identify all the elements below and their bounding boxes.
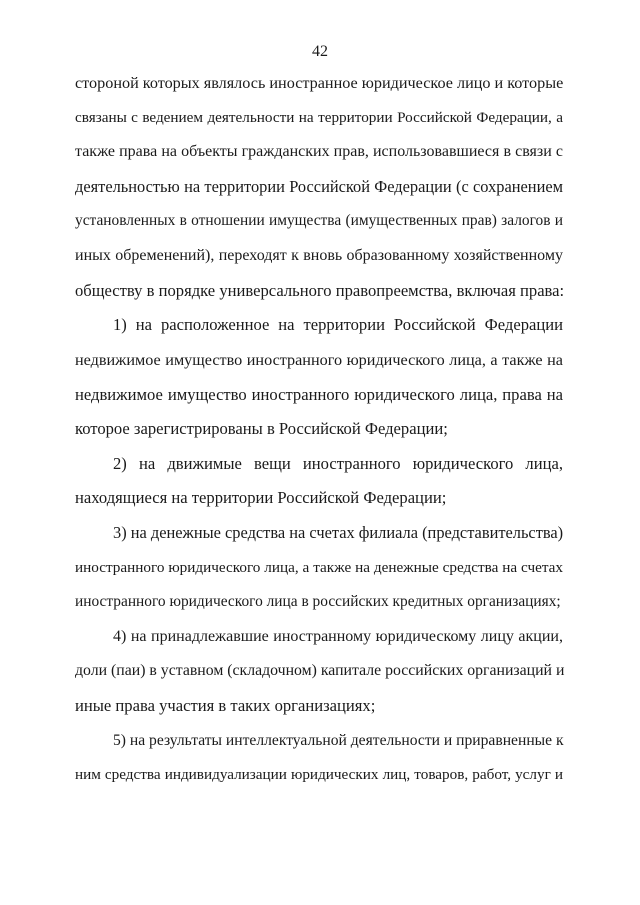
page-number: 42 bbox=[312, 43, 328, 60]
text-line: иные права участия в таких организациях; bbox=[75, 696, 376, 715]
text-line: иностранного юридического лица в российских кредитных организациях; bbox=[75, 593, 561, 610]
text-line: недвижимое имущество иностранного юридического лица, права на bbox=[75, 385, 563, 404]
text-line: установленных в отношении имущества (имущественных прав) залогов и bbox=[75, 212, 563, 229]
list-item-4-line: 4) на принадлежавшие иностранному юридическому лицу акции, bbox=[113, 628, 563, 645]
text-line: недвижимое имущество иностранного юридического лица, а также на bbox=[75, 351, 563, 369]
text-line: деятельностью на территории Российской Федерации (с сохранением bbox=[75, 177, 563, 196]
text-line: доли (паи) в уставном (складочном) капитале российских организаций и bbox=[75, 662, 565, 679]
text-line: иных обременений), переходят к вновь образованному хозяйственному bbox=[75, 247, 563, 264]
text-line: также права на объекты гражданских прав, использовавшиеся в связи с bbox=[75, 143, 563, 160]
text-line: иностранного юридического лица, а также на денежные средства на счетах bbox=[75, 559, 563, 576]
text-line: стороной которых являлось иностранное юридическое лицо и которые bbox=[75, 74, 564, 92]
list-item-2-line: 2) на движимые вещи иностранного юридического лица, bbox=[113, 454, 563, 473]
list-item-5-line: 5) на результаты интеллектуальной деятельности и приравненные к bbox=[113, 732, 564, 749]
list-item-1-line: 1) на расположенное на территории Российской Федерации bbox=[113, 315, 563, 334]
text-line: связаны с ведением деятельности на территории Российской Федерации, а bbox=[75, 109, 563, 126]
text-line: находящиеся на территории Российской Федерации; bbox=[75, 488, 447, 507]
text-line: ним средства индивидуализации юридических лиц, товаров, работ, услуг и bbox=[75, 766, 563, 783]
text-line: обществу в порядке универсального правопреемства, включая права: bbox=[75, 281, 565, 300]
text-line: которое зарегистрированы в Российской Федерации; bbox=[75, 419, 448, 438]
list-item-3-line: 3) на денежные средства на счетах филиала (представительства) bbox=[113, 523, 564, 542]
